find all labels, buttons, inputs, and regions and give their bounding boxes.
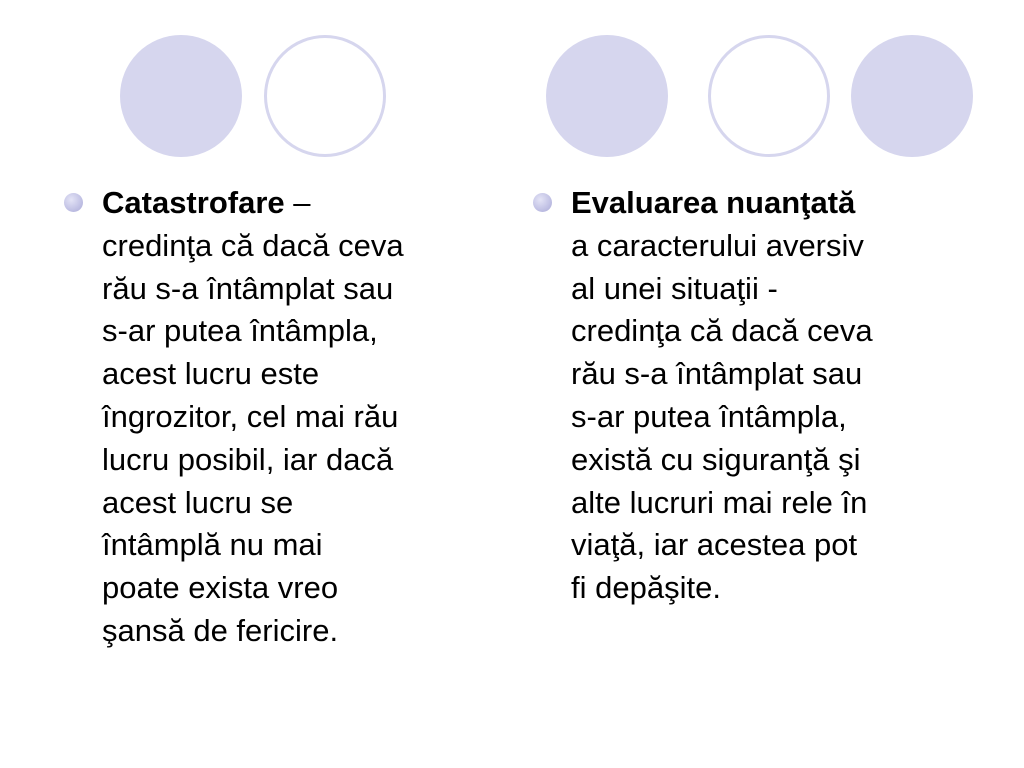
bullet-dot-icon (533, 193, 552, 212)
bullet-text-line: s-ar putea întâmpla, (571, 398, 847, 434)
bullet-term: Evaluarea nuanţată (571, 185, 856, 220)
bullet-evaluarea-nuantata (533, 182, 973, 610)
left-column (64, 182, 494, 653)
decorative-outline-circle (708, 35, 830, 157)
decorative-filled-circle (546, 35, 668, 157)
decorative-filled-circle (120, 35, 242, 157)
right-column (533, 182, 973, 610)
bullet-text-line: poate exista vreo (102, 570, 339, 606)
bullet-text-line: a caracterului aversiv (571, 227, 864, 263)
bullet-dash: – (284, 185, 311, 220)
bullet-dot-icon (64, 193, 83, 212)
bullet-text-line: lucru posibil, iar dacă (102, 441, 394, 477)
bullet-text-line: rău s-a întâmplat sau (102, 270, 394, 306)
bullet-text-line: al unei situaţii - (571, 270, 778, 306)
bullet-term: Catastrofare (102, 185, 285, 220)
bullet-text-line: îngrozitor, cel mai rău (102, 398, 399, 434)
bullet-text-line: viaţă, iar acestea pot (571, 527, 858, 563)
bullet-text-line: acest lucru este (102, 356, 320, 392)
bullet-first-line (102, 182, 494, 225)
bullet-text-line: şansă de fericire. (102, 612, 339, 648)
decorative-outline-circle (264, 35, 386, 157)
bullet-text-line: rău s-a întâmplat sau (571, 356, 863, 392)
bullet-text-line: fi depăşite. (571, 570, 721, 606)
bullet-text-line: credinţa că dacă ceva (571, 313, 873, 349)
bullet-text-line: întâmplă nu mai (102, 527, 323, 563)
bullet-text-line: alte lucruri mai rele în (571, 484, 868, 520)
bullet-text-line: s-ar putea întâmpla, (102, 313, 378, 349)
decorative-filled-circle (851, 35, 973, 157)
bullet-text-line: acest lucru se (102, 484, 294, 520)
bullet-text-line: credinţa că dacă ceva (102, 227, 404, 263)
bullet-text-line: există cu siguranţă şi (571, 441, 861, 477)
bullet-catastrofare (64, 182, 494, 653)
